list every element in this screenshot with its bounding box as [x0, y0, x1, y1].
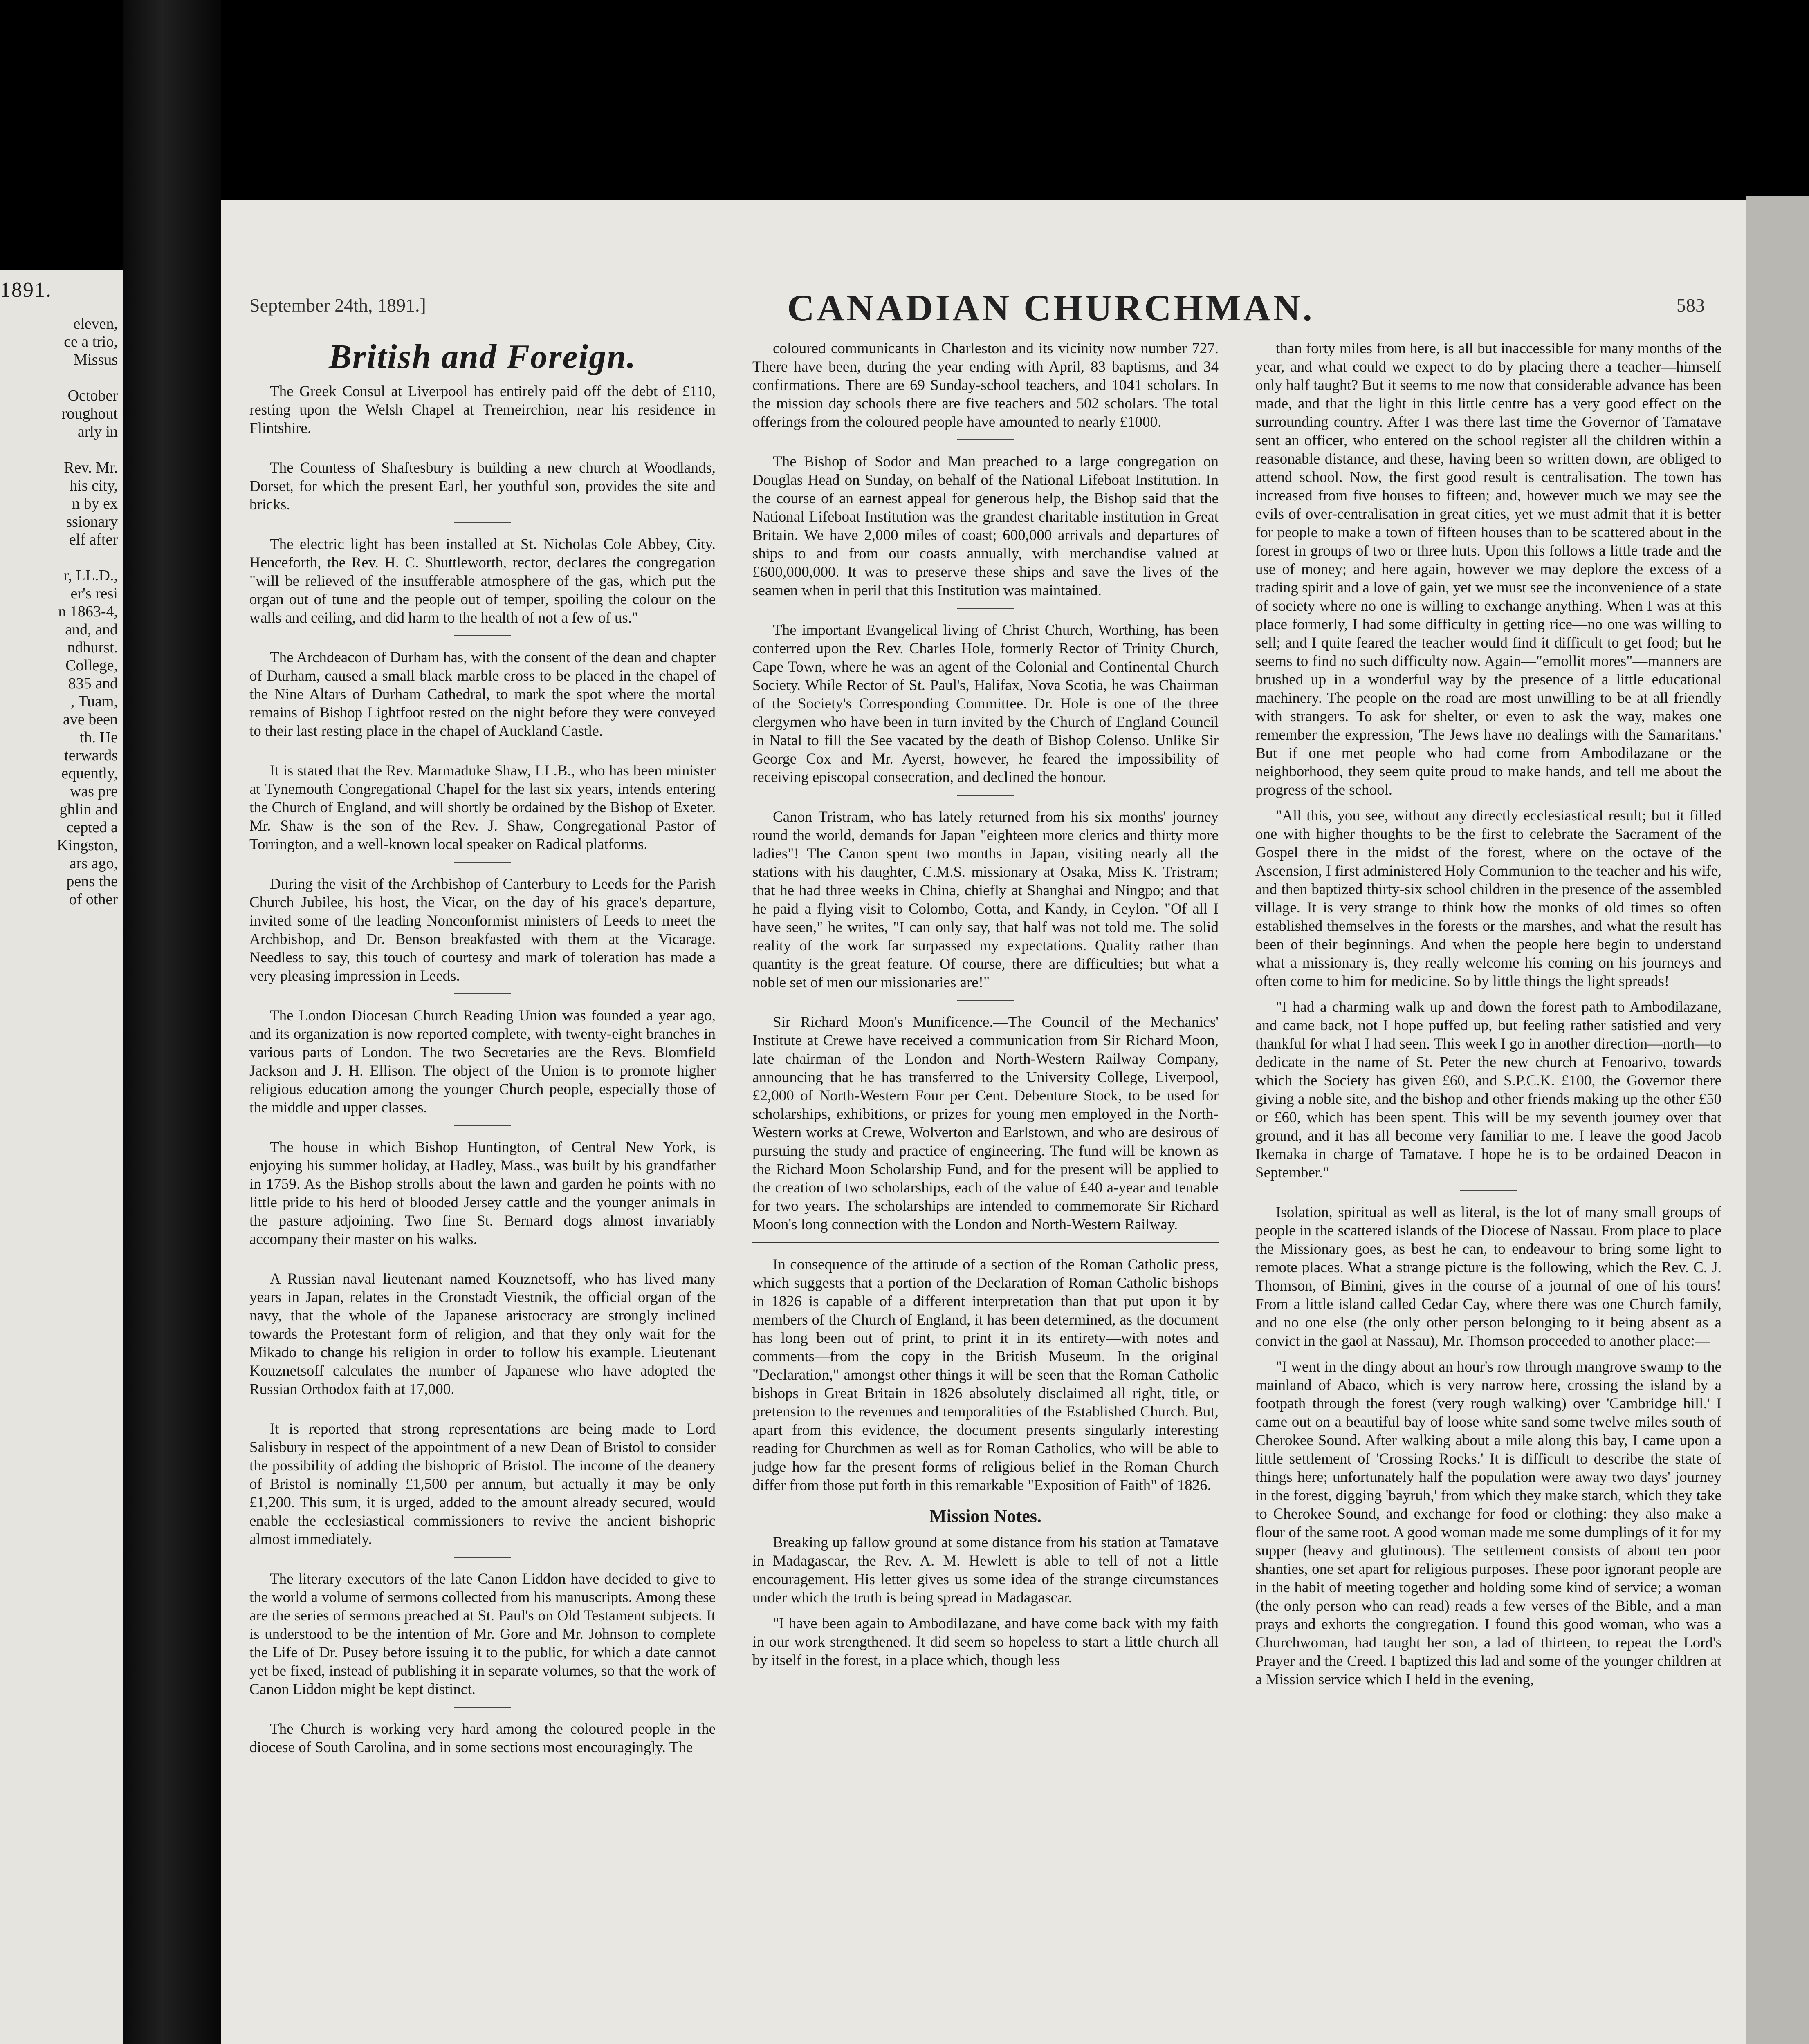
article-paragraph: than forty miles from here, is all but inaccessible for many months of the year, and what could we expect to do by placing there a teacher—himself only half taught? But it seems to me now that considerable advance has been made, and that the light in this little centre has a very good effect on the surrounding country. After I was there last time the Governor of Tamatave sent an officer, who entered on the school register all the children within a reasonable distance, and these, having been so written down, are obliged to attend school. Now, the first good result is centralisation. The town has increased from five houses to fifteen; and, however much we may see the evils of over-centralisation in great cities, yet we must admit that it is better for people to make a town of fifteen houses than to be scattered about in the forest in groups of two or three huts. Upon this follows a little trade and the use of money; and here again, however we may deplore the excess of a trading spirit and a love of gain, yet we must see the inconvenience of a state of society where no one is willing to exchange anything. When I was at this place formerly, I had some difficulty in getting rice—no one was willing to sell; and I quite feared the teacher would find it difficult to get food; but he seems to find no such difficulty now. Again—"emollit mores"—manners are brushed up in a wonderful way by the presence of a little educational machinery. The people on the road are most unwilling to be at all friendly with strangers. To ask for shelter, or even to ask the way, makes one remember the expression, 'The Jews have no dealings with the Samaritans.' But if one met people who had come from Ambodilazane or the neighborhood, they seem quite proud to make hands, and tell me about the progress of the school.	[1255, 340, 1721, 798]
page-edge	[1746, 196, 1809, 2044]
article-paragraph: The Countess of Shaftesbury is building a new church at Woodlands, Dorset, for which the present Earl, her youthful son, provides the site and bricks.	[249, 459, 716, 513]
article-paragraph: During the visit of the Archbishop of Canterbury to Leeds for the Parish Church Jubilee, his host, the Vicar, on the day of his grace's departure, invited some of the leading Nonconformist ministers of Leeds to meet the Archbishop, and Dr. Benson breakfasted with them at the Vicarage. Needless to say, this touch of courtesy and mark of toleration has made a very pleasing impression in Leeds.	[249, 876, 716, 984]
divider	[1460, 1190, 1517, 1191]
article-paragraph: The Church is working very hard among the coloured people in the diocese of South Carolina, and in some sections most encouragingly. The	[249, 1721, 716, 1756]
divider	[454, 1557, 511, 1558]
columns	[249, 339, 1721, 2044]
divider	[957, 439, 1014, 440]
article-paragraph: Isolation, spiritual as well as literal, is the lot of many small groups of people in the scattered islands of the Diocese of Nassau. From place to place the Missionary goes, as best he can, to endeavour to bring some light to remote places. What a strange picture is the following, which the Rev. C. J. Thomson, of Bimini, gives in the course of a journal of one of his tours! From a little island called Cedar Cay, where there was one Church family, and no one else (the only other person belonging to it being absent as a convict in the gaol at Nassau), Mr. Thomson proceeded to another place:—	[1255, 1204, 1721, 1349]
article-paragraph: The London Diocesan Church Reading Union was founded a year ago, and its organization is now reported complete, with twenty-eight branches in various parts of London. The two Secretaries are the Revs. Blomfield Jackson and J. H. Ellison. The object of the Union is to promote higher religious education among the younger Church people, especially those of the middle and upper classes.	[249, 1007, 716, 1116]
column-3	[1255, 339, 1721, 2044]
article-paragraph: The Archdeacon of Durham has, with the consent of the dean and chapter of Durham, caused a small black marble cross to be placed in the chapel of the Nine Altars of Durham Cathedral, to mark the spot where the mortal remains of Bishop Lightfoot rested on the night before they were conveyed to their last resting place in the chapel of Auckland Castle.	[249, 649, 716, 740]
article-paragraph: The Greek Consul at Liverpool has entirely paid off the debt of £110, resting upon the Welsh Chapel at Tremeirchion, near his residence in Flintshire.	[249, 383, 716, 437]
article-paragraph: Breaking up fallow ground at some distance from his station at Tamatave in Madagascar, the Rev. A. M. Hewlett is able to tell of not a little encouragement. His letter gives us some idea of the strange circumstances under which the truth is being spread in Madagascar.	[752, 1534, 1219, 1606]
book-gutter	[123, 0, 221, 2044]
divider	[454, 635, 511, 636]
divider	[957, 1000, 1014, 1001]
divider	[752, 1242, 1219, 1243]
article-paragraph: Canon Tristram, who has lately returned from his six months' journey round the world, demands for Japan "eighteen more clerics and thirty more ladies"! The Canon spent two months in Japan, visiting nearly all the stations with his daughter, C.M.S. missionary at Osaka, Miss K. Tristram; that he had three weeks in China, chiefly at Shanghai and Ningpo; and that he paid a flying visit to Colombo, Cotta, and Kandy, in Ceylon. "Of all I have seen," he writes, "I can only say, that half was not told me. The solid reality of the work far surpassed my expectations. Quality rather than quantity is the great feature. Of course, there are difficulties; but what a noble set of men our missionaries are!"	[752, 809, 1219, 991]
facing-page-header: 1891.	[0, 278, 52, 302]
issue-date: September 24th, 1891.]	[249, 295, 426, 316]
article-paragraph: The important Evangelical living of Christ Church, Worthing, has been conferred upon the Rev. Charles Hole, formerly Rector of Trinity Church, Cape Town, where he was an agent of the Colonial and Continental Church Society. While Rector of St. Paul's, Halifax, Nova Scotia, he was Chairman of the Society's Corresponding Committee. Dr. Hole is one of the three clergymen who have been in turn invited by the Church of England Council in Natal to fill the See vacated by the death of Bishop Colenso. Unlike Sir George Cox and Mr. Ayerst, however, he feared the impossibility of receiving episcopal consecration, and declined the honour.	[752, 622, 1219, 786]
newspaper-page	[221, 200, 1746, 2044]
divider	[454, 993, 511, 994]
article-paragraph: Sir Richard Moon's Munificence.—The Council of the Mechanics' Institute at Crewe have received a communication from Sir Richard Moon, late chairman of the London and North-Western Railway Company, announcing that he has transferred to the University College, Liverpool, £2,000 of North-Western Four per Cent. Debenture Stock, to be used for scholarships, exhibitions, or prizes for young men employed in the North-Western works at Crewe, Wolverton and Earlstown, and who are desirous of pursuing the study and practice of engineering. The fund will be known as the Richard Moon Scholarship Fund, and for the present will be applied to the creation of two scholarships, each of the value of £40 a-year and tenable for two years. The scholarships are intended to commemorate Sir Richard Moon's long connection with the London and North-Western Railway.	[752, 1014, 1219, 1233]
divider	[454, 1707, 511, 1708]
article-paragraph: The literary executors of the late Canon Liddon have decided to give to the world a volume of sermons collected from his manuscripts. Among these are the series of sermons preached at St. Paul's on Old Testament subjects. It is understood to be the intention of Mr. Gore and Mr. Johnson to complete the Life of Dr. Pusey before issuing it to the public, for which a date cannot yet be fixed, instead of publishing it in separate volumes, so that the work of Canon Liddon might be kept distinct.	[249, 1571, 716, 1698]
article-paragraph: A Russian naval lieutenant named Kouznetsoff, who has lived many years in Japan, relates in the Cronstadt Viestnik, the official organ of the navy, that the whole of the Japanese aristocracy are strongly inclined towards the Protestant form of religion, and that they only wait for the Mikado to change his religion in order to follow his example. Lieutenant Kouznetsoff calculates the number of Japanese who have adopted the Russian Orthodox faith at 17,000.	[249, 1271, 716, 1398]
mission-notes-title: Mission Notes.	[929, 1506, 1041, 1526]
article-paragraph: The Bishop of Sodor and Man preached to a large congregation on Douglas Head on Sunday, on behalf of the National Lifeboat Institution. In the course of an earnest appeal for generous help, the Bishop said that the National Lifeboat Institution was the grandest charitable institution in Great Britain. We have 2,000 miles of coast; 600,000 arrivals and departures of ships to and from our coasts annually, with merchandise valued at £600,000,000. It was to preserve these ships and save the lives of the seamen when in peril that this Institution was maintained.	[752, 453, 1219, 599]
article-paragraph: "I had a charming walk up and down the forest path to Ambodilazane, and came back, not I hope puffed up, but feeling rather satisfied and very thankful for what I had seen. This week I go in another direction—north—to dedicate in the name of St. Peter the new church at Fenoarivo, towards which the Society has given £60, and S.P.C.K. £100, the Governor there giving a noble site, and the bishop and other friends making up the other £50 or £60, which has been spent. This will be my seventh journey over that ground, and it has all become very familiar to me. I leave the good Jacob Ikemaka in charge of Tamatave. I hope he is to be ordained Deacon in September."	[1255, 999, 1721, 1181]
page-number: 583	[1677, 295, 1705, 316]
article-paragraph: coloured communicants in Charleston and its vicinity now number 727. There have been, during the year ending with April, 83 baptisms, and 34 confirmations. There are 69 Sunday-school teachers, and 1041 scholars. In the mission day schools there are five teachers and 502 scholars. The total offerings from the coloured people have amounted to nearly £1000.	[752, 340, 1219, 430]
section-title: British and Foreign.	[329, 339, 636, 376]
newspaper-title: CANADIAN CHURCHMAN.	[787, 287, 1315, 329]
article-paragraph: The electric light has been installed at St. Nicholas Cole Abbey, City. Henceforth, the Rev. H. C. Shuttleworth, rector, declares the congregation "will be relieved of the insufferable atmosphere of the gas, which put the organ out of tune and the people out of temper, spoiling the colour on the walls and ceiling, and did harm to the health of not a few of us."	[249, 536, 716, 626]
column-1	[249, 339, 716, 2044]
divider	[454, 1125, 511, 1126]
column-2	[752, 339, 1219, 2044]
divider	[454, 522, 511, 523]
article-paragraph: It is stated that the Rev. Marmaduke Shaw, LL.B., who has been minister at Tynemouth Congregational Chapel for the last six years, intends entering the Church of England, and will shortly be ordained by the Bishop of Exeter. Mr. Shaw is the son of the Rev. J. Shaw, Congregational Pastor of Torrington, and a well-known local speaker on Radical platforms.	[249, 762, 716, 853]
article-paragraph: In consequence of the attitude of a section of the Roman Catholic press, which suggests that a portion of the Declaration of Roman Catholic bishops in 1826 is capable of a different interpretation than that put upon it by members of the Church of England, it has been determined, as the document has long been out of print, to print it in its entirety—with notes and comments—from the copy in the British Museum. In the original "Declaration," amongst other things it will be seen that the Roman Catholic bishops in Great Britain in 1826 absolutely disclaimed all right, title, or pretension to the revenues and temporalities of the Established Church. But, apart from this evidence, the document presents singularly interesting reading for Churchmen as well as for Roman Catholics, who will be able to judge how far the present forms of religious belief in the Roman Church differ from those put forth in this remarkable "Exposition of Faith" of 1826.	[752, 1256, 1219, 1494]
article-paragraph: "I have been again to Ambodilazane, and have come back with my faith in our work strengthened. It did seem so hopeless to start a little church all by itself in the forest, in a place which, though less	[752, 1615, 1219, 1669]
article-paragraph: It is reported that strong representations are being made to Lord Salisbury in respect of the appointment of a new Dean of Bristol to consider the possibility of adding the bishopric of Bristol. The income of the deanery of Bristol is nominally £1,500 per annum, but actually it may be only £1,200. This sum, it is urged, added to the amount already secured, would enable the ecclesiastical commissioners to revive the ancient bishopric almost immediately.	[249, 1421, 716, 1548]
masthead	[221, 200, 1746, 329]
article-paragraph: "All this, you see, without any directly ecclesiastical result; but it filled one with higher thoughts to be the first to celebrate the Sacrament of the Gospel there in the midst of the forest, where on the octave of the Ascension, I first administered Holy Communion to the teacher and his wife, and then baptized thirty-six school children in the presence of the assembled village. It is very strange to think how the monks of old times so often established themselves in the forests or the marshes, and what the result has been of their beginnings. And when the people here begin to understand what a missionary is, they really welcome his coming on his journeys and often come to him for medicine. So by little things the light spreads!	[1255, 807, 1721, 990]
facing-page-text: eleven, ce a trio, Missus October roughout arly in Rev. Mr. his city, n by ex ssionary elf after r, LL.D., er's resi n 1863-4, and, and ndhurst. College, 835 and , Tuam, ave been th. He terwards equently, was pre ghlin and cepted a Kingston, ars ago, pens the of other	[57, 315, 118, 908]
article-paragraph: The house in which Bishop Huntington, of Central New York, is enjoying his summer holiday, at Hadley, Mass., was built by his grandfather in 1759. As the Bishop strolls about the lawn and garden he points with no little pride to his herd of blooded Jersey cattle and the younger animals in the pasture adjoining. Two fine St. Bernard dogs almost invariably accompany their master on his walks.	[249, 1139, 716, 1248]
article-paragraph: "I went in the dingy about an hour's row through mangrove swamp to the mainland of Abaco, which is very narrow here, crossing the island by a footpath through the forest (very rough walking) over 'Cambridge hill.' I came out on a beautiful bay of loose white sand some twelve miles south of Cherokee Sound. After walking about a mile along this bay, I came upon a little settlement of 'Crossing Rocks.' It is difficult to describe the state of things here; unfortunately half the population were away two days' journey in the forest, digging 'bayruh,' from which they make starch, which they take to Cherokee Sound, and exchange for food or clothing: they also make a flour of the same root. A good woman made me some dumplings of it for my supper (heavy and glutinous). The settlement consists of about ten poor shanties, one set apart for religious purposes. These poor ignorant people are in the habit of meeting together and holding some kind of service; a woman (the only person who can read) reads a few verses of the Bible, and a man prays and exhorts the congregation. I found this good woman, who was a Churchwoman, had taught her son, a lad of thirteen, to repeat the Lord's Prayer and the Creed. I baptized this lad and some of the younger children at a Mission service which I held in the evening,	[1255, 1358, 1721, 1688]
divider	[957, 608, 1014, 609]
facing-page-fragment	[0, 270, 123, 2044]
divider	[454, 862, 511, 863]
divider	[957, 795, 1014, 796]
